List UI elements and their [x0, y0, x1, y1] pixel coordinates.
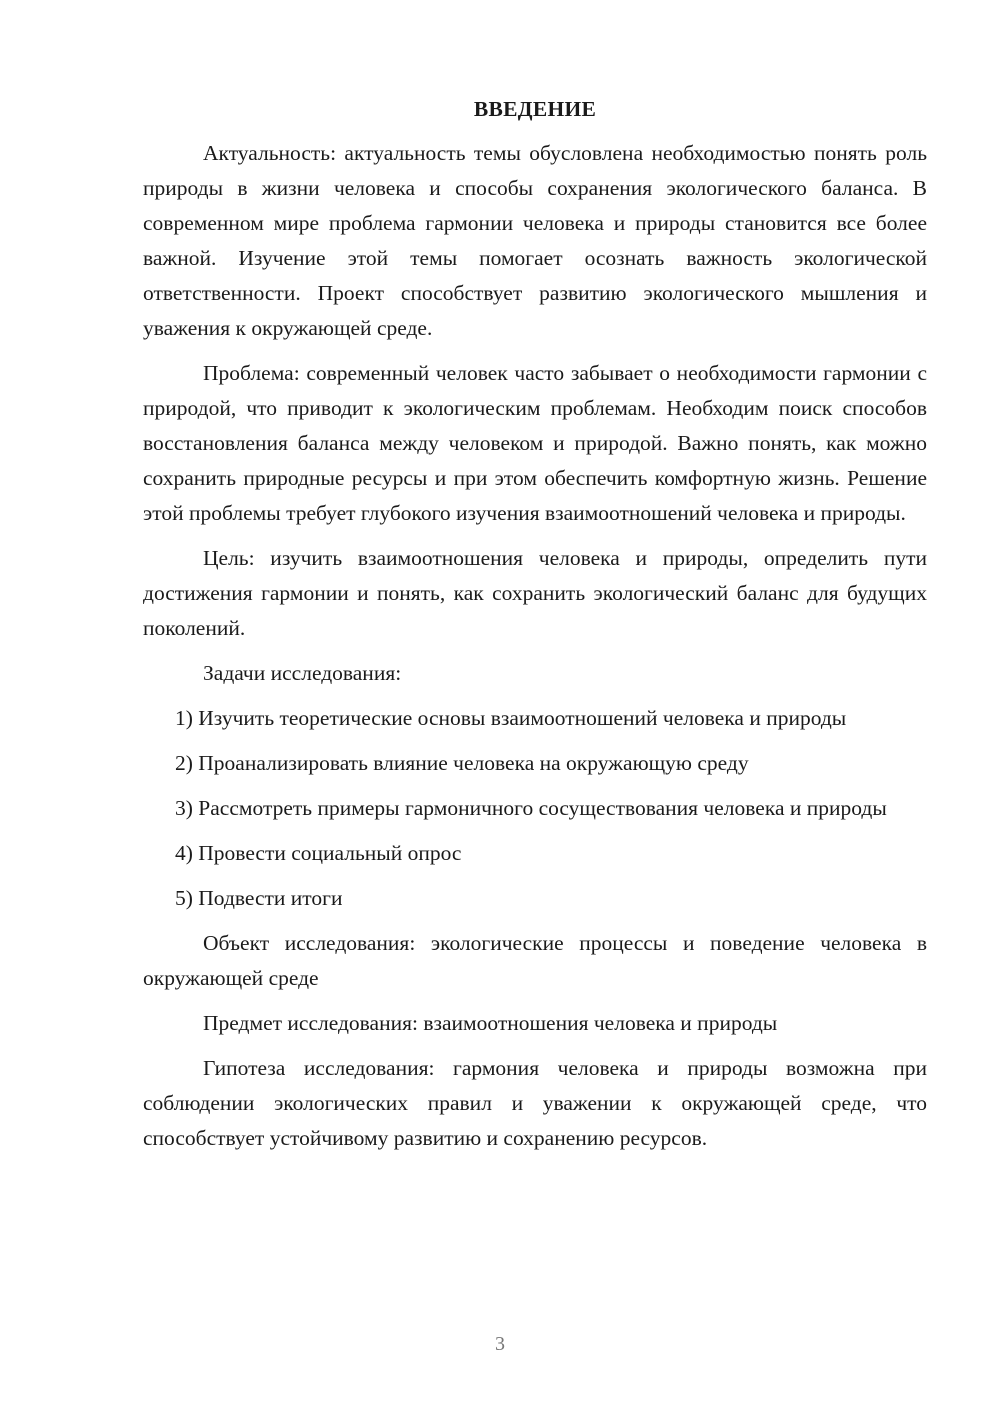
document-page — [143, 92, 927, 1166]
task-item-3: 3) Рассмотреть примеры гармоничного сосуществования человека и природы — [175, 796, 887, 820]
tasks-heading: Задачи исследования: — [203, 661, 402, 685]
page-title: ВВЕДЕНИЕ — [473, 97, 597, 121]
subject-paragraph: Предмет исследования: взаимоотношения человека и природы — [203, 1011, 778, 1035]
goal-paragraph: Цель: изучить взаимоотношения человека и природы, определить пути достижения гармонии и понять, как сохранить экологический баланс для будущих поколений. — [143, 546, 927, 640]
task-item-5: 5) Подвести итоги — [175, 886, 343, 910]
task-item-1: 1) Изучить теоретические основы взаимоотношений человека и природы — [175, 706, 847, 730]
task-item-2: 2) Проанализировать влияние человека на окружающую среду — [175, 751, 749, 775]
task-item-4: 4) Провести социальный опрос — [175, 841, 462, 865]
relevance-paragraph: Актуальность: актуальность темы обусловлена необходимостью понять роль природы в жизни человека и способы сохранения экологического баланса. В современном мире проблема гармонии человека и природы становится все более важной. Изучение этой темы помогает осознать важность экологической ответственности. Проект способствует развитию экологического мышления и уважения к окружающей среде. — [143, 141, 927, 340]
tasks-list — [143, 701, 927, 916]
hypothesis-paragraph: Гипотеза исследования: гармония человека и природы возможна при соблюдении экологических правил и уважении к окружающей среде, что способствует устойчивому развитию и сохранению ресурсов. — [143, 1056, 927, 1150]
object-paragraph: Объект исследования: экологические процессы и поведение человека в окружающей среде — [143, 931, 927, 990]
problem-paragraph: Проблема: современный человек часто забывает о необходимости гармонии с природой, что приводит к экологическим проблемам. Необходим поиск способов восстановления баланса между человеком и природой. Важно понять, как можно сохранить природные ресурсы и при этом обеспечить комфортную жизнь. Решение этой проблемы требует глубокого изучения взаимоотношений человека и природы. — [143, 361, 927, 525]
page-number: 3 — [495, 1333, 505, 1355]
